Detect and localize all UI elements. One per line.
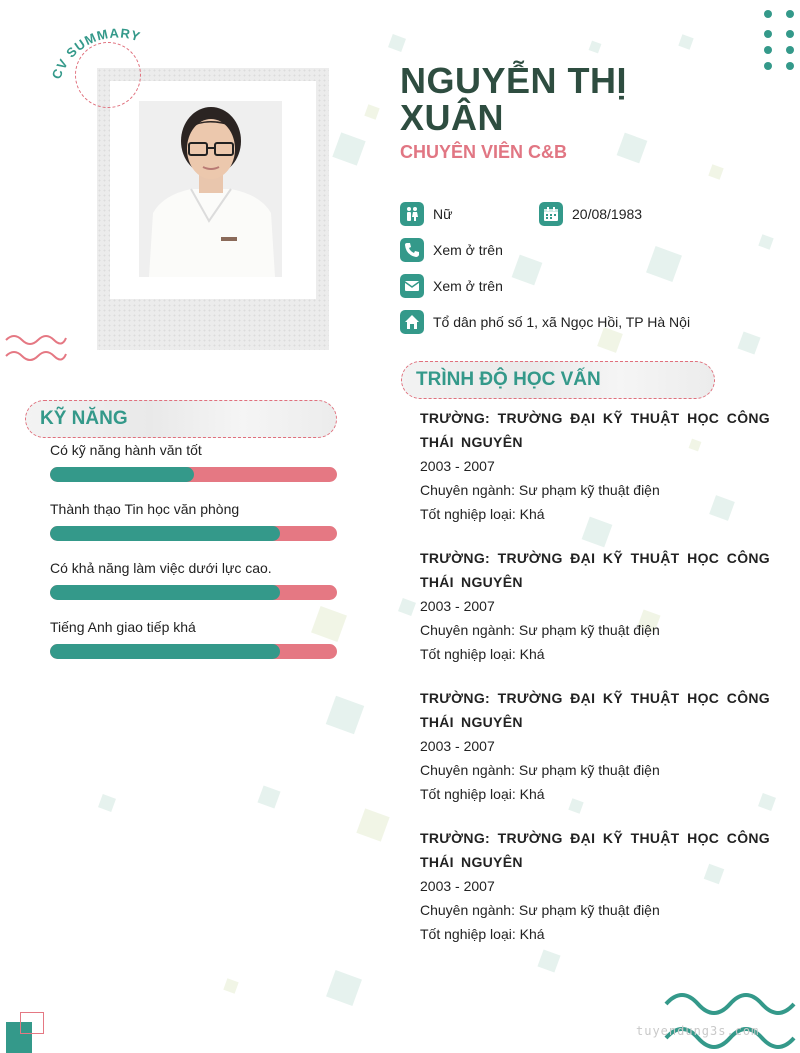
mail-icon	[400, 274, 424, 298]
decorative-waves-left	[4, 332, 68, 364]
home-icon	[400, 310, 424, 334]
email-row	[400, 274, 503, 298]
phone-value: Xem ở trên	[433, 242, 503, 258]
school-name: TRƯỜNG: TRƯỜNG ĐẠI KỸ THUẬT HỌC CÔNG THÁI NGUYÊN	[420, 830, 770, 870]
education-entry	[420, 826, 770, 946]
svg-text:CV SUMMARY: CV SUMMARY	[48, 25, 143, 82]
skill-bar	[50, 526, 337, 541]
calendar-icon	[539, 202, 563, 226]
study-years: 2003 - 2007	[420, 598, 495, 614]
name-line-1: NGUYỄN THỊ	[400, 60, 628, 101]
major: Chuyên ngành: Sư phạm kỹ thuật điện	[420, 762, 660, 778]
job-title: CHUYÊN VIÊN C&B	[400, 142, 568, 162]
education-entry	[420, 406, 770, 526]
major: Chuyên ngành: Sư phạm kỹ thuật điện	[420, 622, 660, 638]
skill-bar	[50, 644, 337, 659]
skill-bar-fill	[50, 526, 280, 541]
decorative-dots	[760, 6, 800, 76]
skill-bar-fill	[50, 467, 194, 482]
education-entry	[420, 546, 770, 666]
email-value: Xem ở trên	[433, 278, 503, 294]
major: Chuyên ngành: Sư phạm kỹ thuật điện	[420, 902, 660, 918]
cv-summary-label	[30, 18, 170, 108]
graduation-grade: Tốt nghiệp loại: Khá	[420, 646, 545, 662]
gender-icon	[400, 202, 424, 226]
phone-row	[400, 238, 503, 262]
education-header	[401, 361, 715, 399]
school-name: TRƯỜNG: TRƯỜNG ĐẠI KỸ THUẬT HỌC CÔNG THÁI NGUYÊN	[420, 550, 770, 590]
address-value: Tổ dân phố số 1, xã Ngọc Hồi, TP Hà Nội	[433, 314, 691, 330]
candidate-name	[400, 62, 700, 136]
skill-bar	[50, 467, 337, 482]
school-name: TRƯỜNG: TRƯỜNG ĐẠI KỸ THUẬT HỌC CÔNG THÁI NGUYÊN	[420, 690, 770, 730]
skill-label: Có kỹ năng hành văn tốt	[50, 442, 202, 458]
skills-title: KỸ NĂNG	[40, 408, 128, 429]
phone-icon	[400, 238, 424, 262]
gender-value: Nữ	[433, 206, 453, 222]
birthdate-value: 20/08/1983	[572, 206, 643, 222]
school-name: TRƯỜNG: TRƯỜNG ĐẠI KỸ THUẬT HỌC CÔNG THÁI NGUYÊN	[420, 410, 770, 450]
graduation-grade: Tốt nghiệp loại: Khá	[420, 786, 545, 802]
skill-label: Thành thạo Tin học văn phòng	[50, 501, 240, 517]
decorative-waves-bottom	[662, 990, 800, 1053]
skill-bar-fill	[50, 585, 280, 600]
education-entry	[420, 686, 770, 806]
skills-header	[25, 400, 337, 438]
address-row	[400, 310, 690, 334]
study-years: 2003 - 2007	[420, 738, 495, 754]
photo-frame	[97, 68, 329, 350]
birthdate-row	[539, 202, 642, 226]
profile-photo	[139, 101, 282, 277]
study-years: 2003 - 2007	[420, 878, 495, 894]
major: Chuyên ngành: Sư phạm kỹ thuật điện	[420, 482, 660, 498]
watermark-site: tuyendung3s.com	[636, 1024, 760, 1038]
skill-label: Có khả năng làm việc dưới lực cao.	[50, 560, 272, 576]
name-line-2: XUÂN	[400, 97, 505, 138]
skill-label: Tiếng Anh giao tiếp khá	[50, 619, 196, 635]
education-title: TRÌNH ĐỘ HỌC VẤN	[416, 369, 601, 390]
study-years: 2003 - 2007	[420, 458, 495, 474]
graduation-grade: Tốt nghiệp loại: Khá	[420, 926, 545, 942]
skill-bar	[50, 585, 337, 600]
skill-bar-fill	[50, 644, 280, 659]
gender-row	[400, 202, 452, 226]
decorative-square-outline	[20, 1012, 44, 1034]
graduation-grade: Tốt nghiệp loại: Khá	[420, 506, 545, 522]
